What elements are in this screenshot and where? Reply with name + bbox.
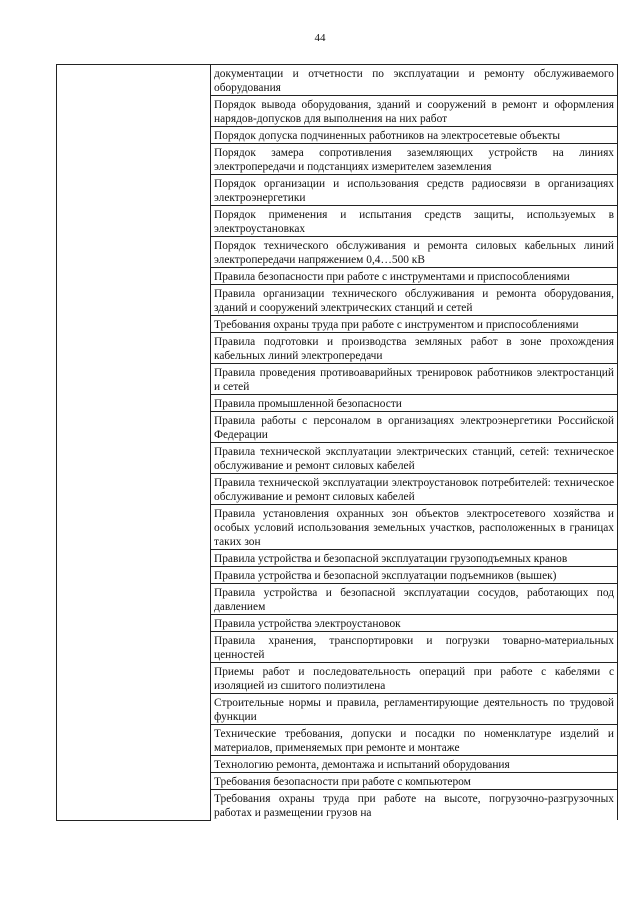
table-cell: Технологию ремонта, демонтажа и испытаний оборудования (211, 756, 618, 773)
table-cell: Правила безопасности при работе с инструментами и приспособлениями (211, 268, 618, 285)
table-cell: Правила подготовки и производства земляных работ в зоне прохождения кабельных линий электропередачи (211, 333, 618, 364)
table-cell: Строительные нормы и правила, регламентирующие деятельность по трудовой функции (211, 694, 618, 725)
table-cell: Правила технической эксплуатации электроустановок потребителей: техническое обслуживание и ремонт силовых кабелей (211, 474, 618, 505)
table-cell: Правила технической эксплуатации электрических станций, сетей: техническое обслуживание и ремонт силовых кабелей (211, 443, 618, 474)
table-cell: Правила организации технического обслуживания и ремонта оборудования, зданий и сооружений электрических станций и сетей (211, 285, 618, 316)
table-cell: Порядок применения и испытания средств защиты, используемых в электроустановках (211, 206, 618, 237)
table-cell: Правила проведения противоаварийных тренировок работников электростанций и сетей (211, 364, 618, 395)
page-number: 44 (314, 32, 326, 44)
table-cell: Правила работы с персоналом в организациях электроэнергетики Российской Федерации (211, 412, 618, 443)
left-column-cell (57, 65, 211, 821)
table-cell: Правила хранения, транспортировки и погрузки товарно-материальных ценностей (211, 632, 618, 663)
table-cell: Требования охраны труда при работе на высоте, погрузочно-разгрузочных работах и размещении грузов на (211, 790, 618, 821)
table-cell: Приемы работ и последовательность операций при работе с кабелями с изоляцией из сшитого полиэтилена (211, 663, 618, 694)
table-cell: Порядок допуска подчиненных работников на электросетевые объекты (211, 127, 618, 144)
table-cell: Правила устройства и безопасной эксплуатации подъемников (вышек) (211, 567, 618, 584)
table-cell: Требования охраны труда при работе с инструментом и приспособлениями (211, 316, 618, 333)
table-cell: Порядок замера сопротивления заземляющих устройств на линиях электропередачи и подстанциях измерителем заземления (211, 144, 618, 175)
knowledge-table (56, 64, 618, 821)
table-cell: Технические требования, допуски и посадки по номенклатуре изделий и материалов, применяемых при ремонте и монтаже (211, 725, 618, 756)
table-cell: Порядок технического обслуживания и ремонта силовых кабельных линий электропередачи напряжением 0,4…500 кВ (211, 237, 618, 268)
table-cell: Требования безопасности при работе с компьютером (211, 773, 618, 790)
table-cell: Порядок вывода оборудования, зданий и сооружений в ремонт и оформления нарядов-допусков для выполнения на них работ (211, 96, 618, 127)
table-row (57, 65, 618, 96)
table-cell: Правила устройства электроустановок (211, 615, 618, 632)
table-cell: документации и отчетности по эксплуатации и ремонту обслуживаемого оборудования (211, 65, 618, 96)
table-cell: Правила устройства и безопасной эксплуатации сосудов, работающих под давлением (211, 584, 618, 615)
table-cell: Правила промышленной безопасности (211, 395, 618, 412)
table-cell: Правила установления охранных зон объектов электросетевого хозяйства и особых условий использования земельных участков, расположенных в границах таких зон (211, 505, 618, 550)
table-cell: Порядок организации и использования средств радиосвязи в организациях электроэнергетики (211, 175, 618, 206)
table-cell: Правила устройства и безопасной эксплуатации грузоподъемных кранов (211, 550, 618, 567)
